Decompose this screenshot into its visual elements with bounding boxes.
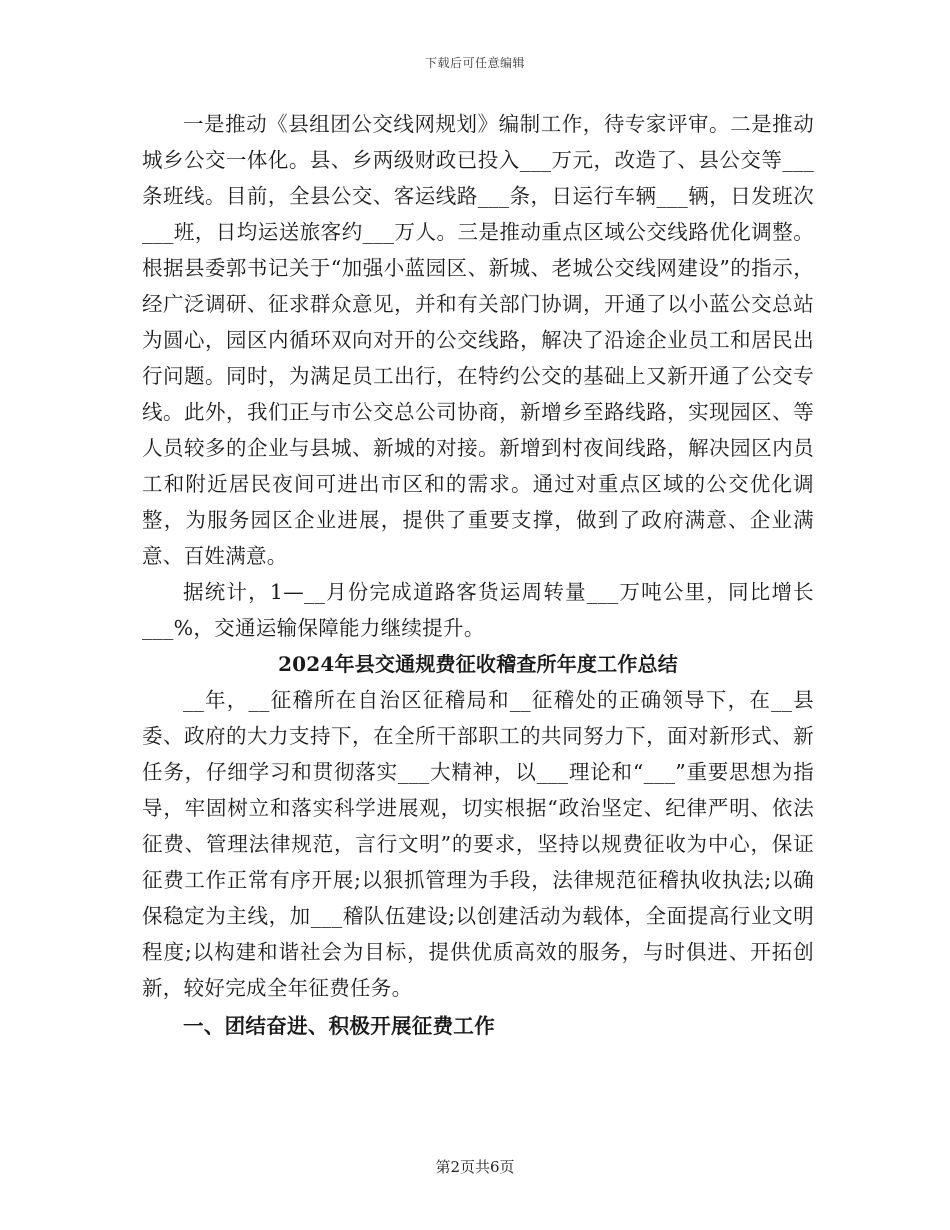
- paragraph-statistics: 据统计，1—__月份完成道路客货运周转量___万吨公里，同比增长___%，交通运输保障能力继续提升。: [142, 580, 814, 640]
- document-body: [142, 106, 814, 1044]
- header-note: 下载后可任意编辑: [424, 56, 525, 70]
- paragraph-transit-work: 一是推动《县组团公交线网规划》编制工作，待专家评审。二是推动城乡公交一体化。县、乡两级财政已投入___万元，改造了、县公交等___条班线。目前，全县公交、客运线路___条，日运行车辆___辆，日发班次___班，日均运送旅客约___万人。三是推动重点区域公交线路优化调整。根据县委郭书记关于“加强小蓝园区、新城、老城公交线网建设”的指示，经广泛调研、征求群众意见，并和有关部门协调，开通了以小蓝公交总站为圆心，园区内循环双向对开的公交线路，解决了沿途企业员工和居民出行问题。同时，为满足员工出行，在特约公交的基础上又新开通了公交专线。此外，我们正与市公交总公司协商，新增乡至路线路，实现园区、等人员较多的企业与县城、新城的对接。新增到村夜间线路，解决园区内员工和附近居民夜间可进出市区和的需求。通过对重点区域的公交优化调整，为服务园区企业进展，提供了重要支撑，做到了政府满意、企业满意、百姓满意。: [142, 112, 814, 568]
- page-number: 第2页共6页: [435, 1158, 515, 1176]
- section-heading-1: 一、团结奋进、积极开展征费工作: [183, 1014, 495, 1038]
- paragraph-summary-intro: __年，__征稽所在自治区征稽局和__征稽处的正确领导下，在__县委、政府的大力支持下，在全所干部职工的共同努力下，面对新形式、新任务，仔细学习和贯彻落实___大精神，以___理论和“___”重要思想为指导，牢固树立和落实科学进展观，切实根据“政治坚定、纪律严明、依法征费、管理法律规范，言行文明”的要求，坚持以规费征收为中心，保证征费工作正常有序开展;以狠抓管理为手段，法律规范征稽执收执法;以确保稳定为主线，加___稽队伍建设;以创建活动为载体，全面提高行业文明程度;以构建和谐社会为目标，提供优质高效的服务，与时俱进、开拓创新，较好完成全年征费任务。: [142, 688, 814, 1000]
- article-title: 2024年县交通规费征收稽查所年度工作总结: [278, 652, 678, 676]
